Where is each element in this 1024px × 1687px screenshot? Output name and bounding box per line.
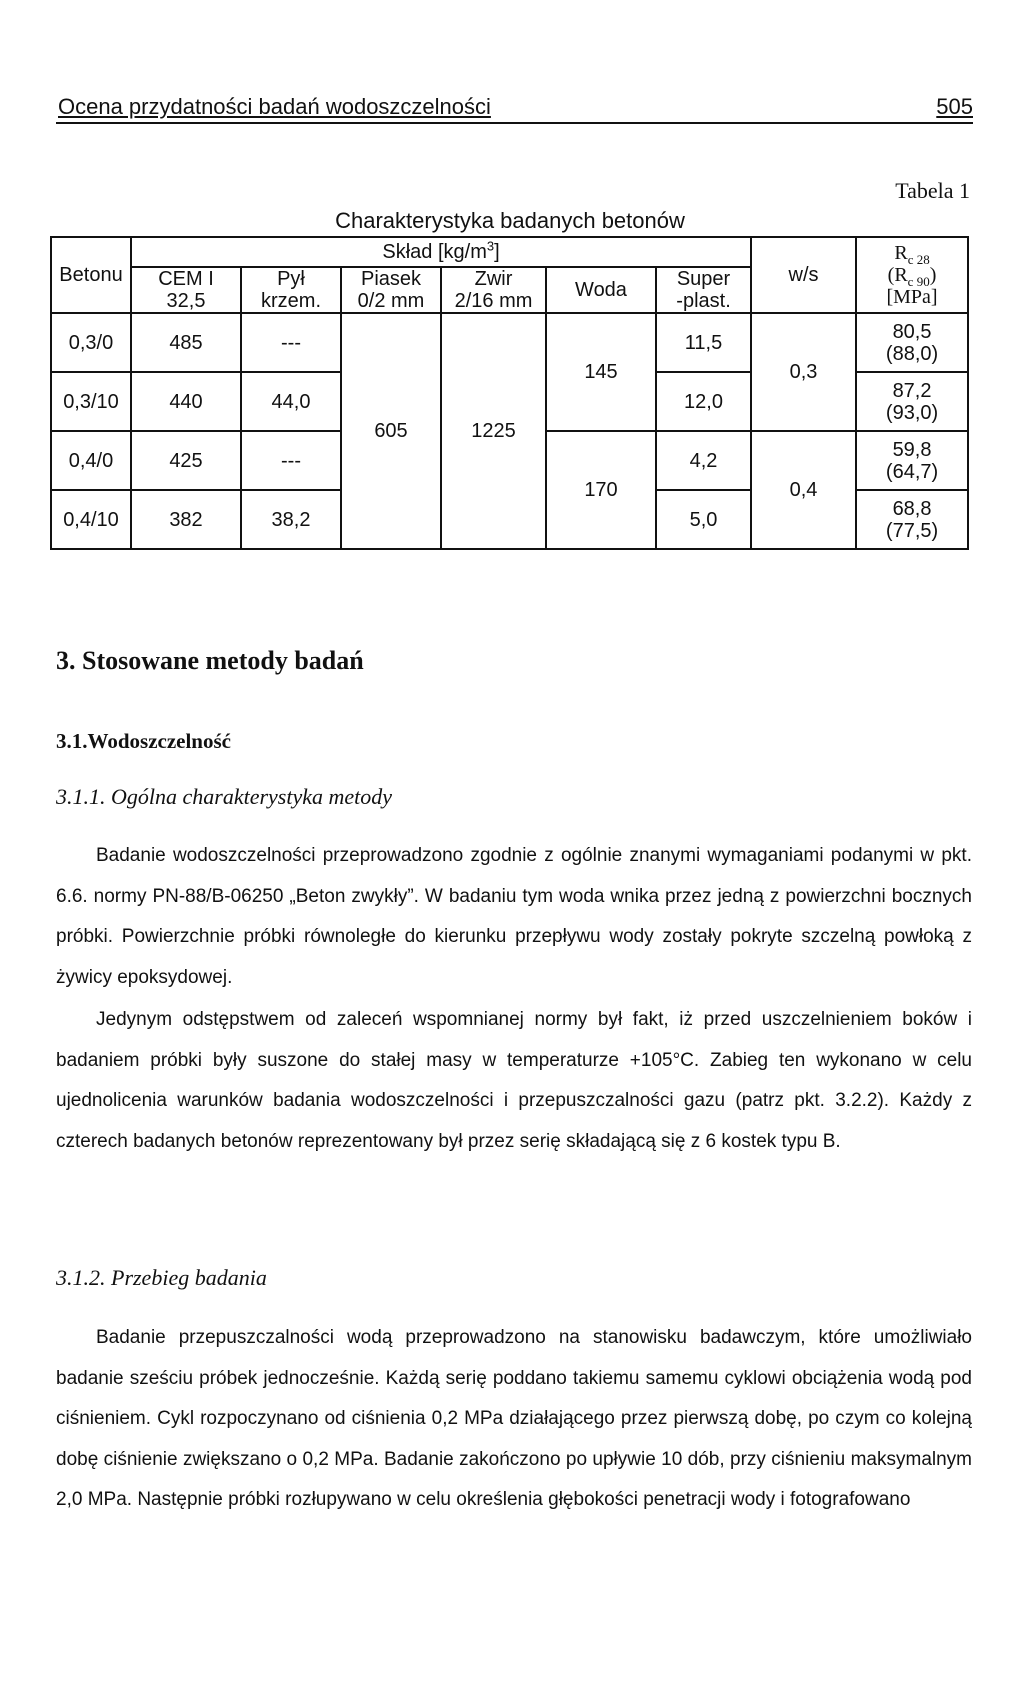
cell-cem: 382 [131, 490, 241, 549]
cell-cem: 485 [131, 313, 241, 372]
paragraph-2: Jedynym odstępstwem od zaleceń wspomnianej normy był fakt, iż przed uszczelnieniem boków i badaniem próbki były suszone do stałej masy w temperaturze +105°C. Zabieg ten wykonano w celu ujednolicenia warunków badania wodoszczelności i przepuszczalności gazu (patrz pkt. 3.2.2). Każdy z czterech badanych betonów reprezentowany był przez serię składającą się z 6 kostek typu B. [56, 1009, 972, 1152]
cell-pyl: 44,0 [241, 372, 341, 431]
table-row [51, 313, 968, 372]
cell-pyl: --- [241, 431, 341, 490]
header-piasek [341, 267, 441, 313]
cell-rc90: (88,0) [885, 342, 939, 365]
cell-rc28: 80,5 [892, 320, 932, 343]
cell-pyl: 38,2 [241, 490, 341, 549]
header-super [656, 267, 751, 313]
header-pyl-line1: Pył [277, 268, 305, 290]
cell-rc90: (77,5) [885, 519, 939, 542]
header-piasek-line2: 0/2 mm [357, 290, 425, 312]
cell-rc90: (64,7) [885, 460, 939, 483]
cell-betonu: 0,3/10 [51, 372, 131, 431]
page-number: 505 [936, 94, 973, 119]
subsection-heading: 3.1.Wodoszczelność [56, 729, 231, 753]
header-sklad [131, 237, 751, 267]
cell-ws: 0,3 [751, 313, 856, 431]
header-sklad-text: Skład [kg/m [382, 241, 487, 263]
header-rc-unit: [MPa] [886, 286, 938, 308]
header-rc90 [857, 264, 967, 289]
header-super-line1: Super [676, 268, 731, 290]
header-rc28 [857, 242, 967, 267]
table-header-row [51, 237, 968, 267]
header-betonu: Betonu [51, 237, 131, 313]
cell-rc [856, 431, 968, 490]
cell-super: 12,0 [656, 372, 751, 431]
running-header-title: Ocena przydatności badań wodoszczelności [58, 94, 491, 119]
cell-woda: 145 [546, 313, 656, 431]
cell-rc28: 68,8 [892, 497, 932, 520]
paragraph-3: Badanie przepuszczalności wodą przeprowadzono na stanowisku badawczym, które umożliwiało badanie sześciu próbek jednocześnie. Każdą serię poddano takiemu samemu cyklowi obciążenia wodą pod ciśnieniem. Cykl rozpoczynano od ciśnienia 0,2 MPa działającego przez pierwszą dobę, po czym co kolejną dobę ciśnienie zwiększano o 0,2 MPa. Badanie zakończono po upływie 10 dób, przy ciśnieniu maksymalnym 2,0 MPa. Następnie próbki rozłupywano w celu określenia głębokości penetracji wody i fotografowano [56, 1327, 972, 1510]
header-ws: w/s [751, 237, 856, 313]
rc28-letter: R [894, 242, 908, 264]
cell-zwir: 1225 [441, 313, 546, 549]
cell-rc28: 87,2 [892, 379, 932, 402]
subsubsection-heading-2: 3.1.2. Przebieg badania [56, 1265, 267, 1290]
header-super-line2: -plast. [676, 290, 731, 312]
header-pyl-line2: krzem. [261, 290, 321, 312]
concrete-characteristics-table [50, 236, 969, 550]
running-header [56, 94, 973, 124]
cell-rc [856, 372, 968, 431]
cell-super: 11,5 [656, 313, 751, 372]
section-heading: 3. Stosowane metody badań [56, 646, 364, 675]
cell-pyl: --- [241, 313, 341, 372]
cell-cem: 425 [131, 431, 241, 490]
cell-betonu: 0,4/10 [51, 490, 131, 549]
header-cem [131, 267, 241, 313]
cell-woda: 170 [546, 431, 656, 549]
rc90-subscript: c 90 [907, 274, 930, 289]
rc90-open: (R [887, 264, 908, 286]
cell-ws: 0,4 [751, 431, 856, 549]
cell-rc [856, 490, 968, 549]
rc90-close: ) [929, 264, 937, 286]
header-cem-line2: 32,5 [166, 290, 206, 312]
cell-rc90: (93,0) [885, 401, 939, 424]
header-sklad-end: ] [494, 241, 500, 263]
header-pyl [241, 267, 341, 313]
header-woda: Woda [546, 267, 656, 313]
cell-rc28: 59,8 [892, 438, 932, 461]
cell-piasek: 605 [341, 313, 441, 549]
cell-super: 4,2 [656, 431, 751, 490]
rc28-subscript: c 28 [907, 252, 930, 267]
cell-betonu: 0,3/0 [51, 313, 131, 372]
table-label: Tabela 1 [895, 178, 970, 203]
header-zwir-line1: Zwir [474, 268, 513, 290]
header-rc [856, 237, 968, 313]
header-cem-line1: CEM I [158, 268, 214, 290]
table-caption: Charakterystyka badanych betonów [335, 208, 685, 233]
header-zwir-line2: 2/16 mm [454, 290, 533, 312]
header-sklad-sup: 3 [486, 238, 495, 254]
subsubsection-heading-1: 3.1.1. Ogólna charakterystyka metody [56, 784, 393, 809]
cell-rc [856, 313, 968, 372]
header-piasek-line1: Piasek [360, 268, 422, 290]
cell-cem: 440 [131, 372, 241, 431]
header-zwir [441, 267, 546, 313]
paragraph-1: Badanie wodoszczelności przeprowadzono zgodnie z ogólnie znanymi wymaganiami podanymi w pkt. 6.6. normy PN-88/B-06250 „Beton zwykły”. W badaniu tym woda wnika przez jedną z powierzchni bocznych próbki. Powierzchnie próbki równoległe do kierunku przepływu wody zostały pokryte szczelną powłoką z żywicy epoksydowej. [56, 845, 972, 988]
cell-betonu: 0,4/0 [51, 431, 131, 490]
cell-super: 5,0 [656, 490, 751, 549]
